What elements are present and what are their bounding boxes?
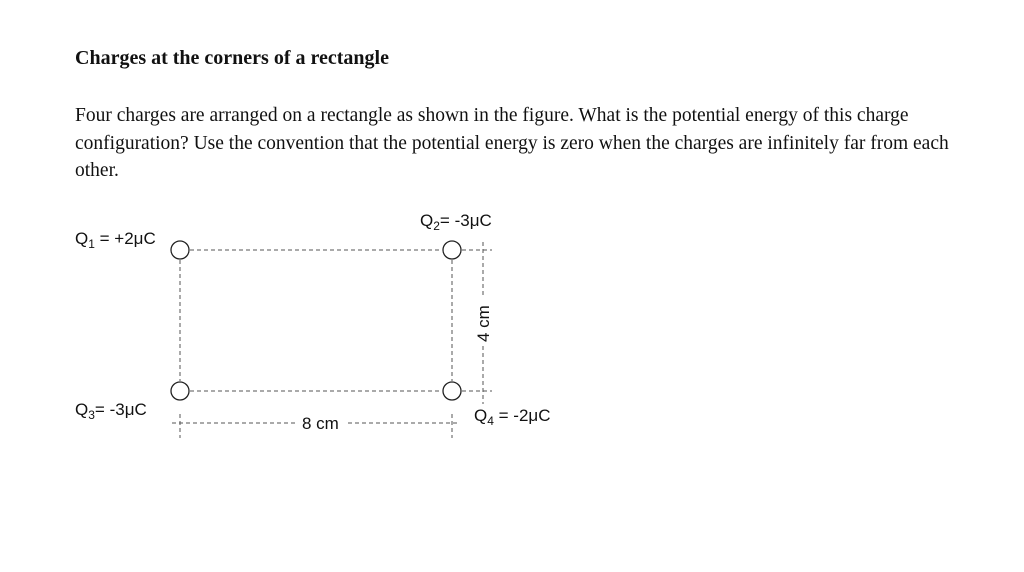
charge-q1-label: $Q_1 = +2\mu C$ bbox=[75, 229, 156, 251]
charge-q4-circle bbox=[443, 382, 461, 400]
charge-q2-circle bbox=[443, 241, 461, 259]
problem-statement: Four charges are arranged on a rectangle as shown in the figure. What is the potential energy of this charge configuration? Use the convention that the potential energy is zero when the charges are infinitely far from each other. bbox=[75, 105, 949, 181]
charge-q1-circle bbox=[171, 241, 189, 259]
height-label: 4 cm bbox=[474, 305, 493, 342]
charge-q3-circle bbox=[171, 382, 189, 400]
charge-q4-label: $Q_4 = -2\mu C$ bbox=[474, 406, 551, 428]
width-label: 8 cm bbox=[302, 414, 339, 433]
problem-title: Charges at the corners of a rectangle bbox=[75, 47, 389, 69]
charge-q3-label: $Q_3= -3\mu C$ bbox=[75, 400, 147, 422]
charge-q2-label: $Q_2= -3\mu C$ bbox=[420, 211, 492, 233]
